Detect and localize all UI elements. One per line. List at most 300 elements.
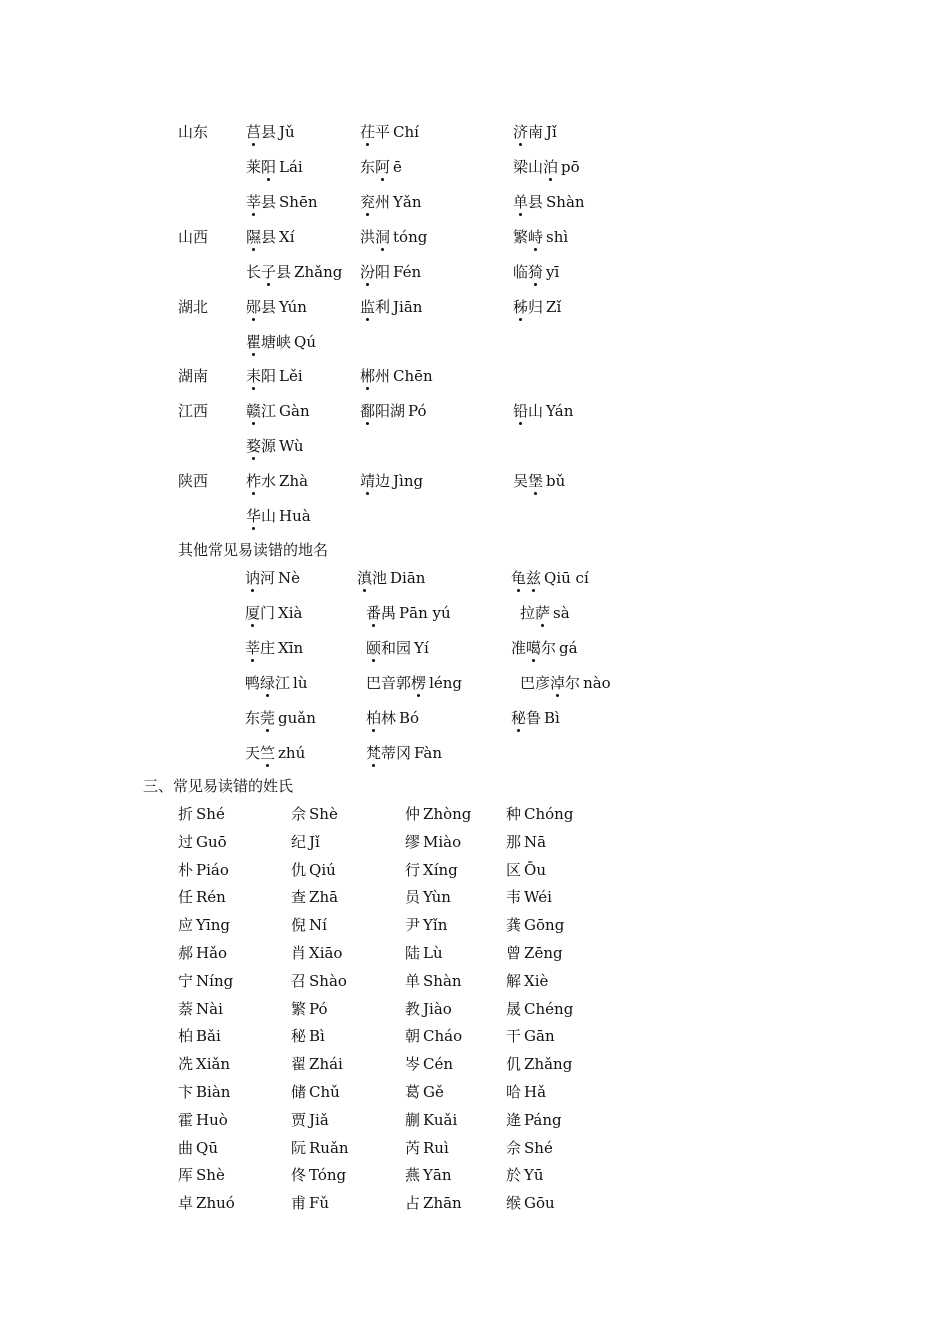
pinyin: Jiào (423, 999, 452, 1018)
pinyin: nào (583, 674, 611, 692)
pinyin: pō (561, 158, 580, 176)
place-char: 郧 (246, 298, 262, 316)
place-char: 归 (528, 298, 544, 316)
place-char: 南 (528, 123, 544, 141)
surname-char: 郝 (178, 944, 194, 962)
pinyin: Shào (309, 971, 347, 990)
surname-entry (178, 1054, 230, 1074)
place-char: 江 (275, 674, 291, 692)
place-char: 赣 (246, 402, 262, 420)
pinyin: Qú (294, 333, 317, 351)
pinyin: Yǎn (393, 193, 422, 211)
surname-entry (506, 943, 563, 963)
place-name (513, 192, 585, 212)
surname-entry (291, 1138, 349, 1158)
place-name (360, 297, 422, 317)
place-char: 县 (261, 228, 277, 246)
surname-char: 萘 (178, 999, 194, 1018)
surname-entry (405, 832, 461, 852)
pinyin: Qiú (309, 860, 336, 879)
pinyin: Piáo (196, 860, 229, 879)
surname-char: 柏 (178, 1027, 194, 1046)
surname-entry (178, 1110, 228, 1130)
place-char: 山 (528, 158, 544, 176)
place-char: 茌 (360, 123, 376, 141)
pinyin: Wù (279, 437, 304, 455)
surname-char: 蒯 (405, 1110, 421, 1129)
pinyin: Cháo (423, 1027, 463, 1046)
surname-entry (506, 804, 573, 824)
place-char: 尔 (565, 674, 581, 692)
pinyin: Xí (279, 228, 295, 246)
place-char: 堡 (528, 472, 544, 490)
place-char: 州 (375, 193, 391, 211)
surname-char: 卞 (178, 1083, 194, 1101)
surname-entry (405, 804, 471, 824)
surname-entry (506, 1082, 546, 1102)
pinyin: Yún (279, 298, 307, 316)
surname-char: 岑 (405, 1055, 421, 1074)
pinyin: Shè (196, 1166, 225, 1185)
surname-char: 种 (506, 805, 522, 823)
place-char: 尔 (541, 639, 557, 657)
place-char: 山 (261, 507, 277, 525)
pinyin: Yū (524, 1166, 544, 1185)
pinyin: Páng (524, 1110, 562, 1129)
pinyin: guǎn (278, 709, 316, 727)
surname-entry (405, 860, 458, 880)
pinyin: Zēng (524, 944, 563, 962)
surname-char: 佟 (291, 1166, 307, 1185)
pinyin: tóng (393, 228, 428, 246)
place-char: 阳 (261, 367, 277, 385)
pinyin: Yán (546, 402, 574, 420)
province-label: 山西 (178, 228, 209, 246)
surname-char: 葛 (405, 1083, 421, 1101)
surname-entry (178, 1026, 221, 1046)
pinyin: Pó (408, 402, 427, 420)
place-name (511, 708, 560, 728)
surname-char: 缪 (405, 832, 421, 851)
place-char: 竺 (260, 744, 276, 762)
surname-char: 纪 (291, 832, 307, 851)
surname-char: 朴 (178, 860, 194, 879)
surname-entry (178, 1138, 218, 1158)
surname-char: 召 (291, 971, 307, 990)
place-char: 瞿 (246, 333, 262, 351)
place-name (366, 673, 462, 693)
surname-entry (506, 1165, 544, 1185)
surname-entry (178, 1193, 235, 1213)
place-char: 萨 (535, 604, 551, 622)
surname-char: 储 (291, 1083, 307, 1101)
place-char: 靖 (360, 472, 376, 490)
province-label: 湖北 (178, 298, 209, 316)
pinyin: Níng (196, 971, 234, 990)
pinyin: Xīn (278, 639, 304, 657)
surname-entry (405, 1138, 449, 1158)
pinyin: Fàn (414, 744, 443, 762)
pinyin: Yīng (196, 916, 230, 935)
place-name (246, 471, 308, 491)
place-char: 莘 (246, 193, 262, 211)
place-name (246, 332, 316, 352)
place-char: 县 (261, 123, 277, 141)
place-char: 颐 (366, 639, 382, 657)
pinyin: Zhǎng (294, 263, 343, 281)
surname-char: 行 (405, 860, 421, 879)
pinyin: Fǔ (309, 1194, 330, 1213)
pinyin: Zhā (309, 888, 339, 907)
pinyin: Zhái (309, 1055, 343, 1074)
pinyin: Xiāo (309, 944, 343, 962)
place-char: 洪 (360, 228, 376, 246)
surname-char: 仉 (506, 1055, 522, 1074)
place-char: 鲁 (526, 709, 542, 727)
surname-char: 芮 (405, 1138, 421, 1157)
place-char: 河 (260, 569, 276, 587)
place-char: 厦 (245, 604, 261, 622)
pinyin: Zhān (423, 1194, 462, 1213)
place-name (513, 227, 568, 247)
place-char: 滇 (357, 569, 373, 587)
pinyin: shì (546, 228, 569, 246)
pinyin: Chǔ (309, 1083, 340, 1101)
place-char: 冈 (396, 744, 412, 762)
surname-entry (291, 832, 320, 852)
place-char: 水 (261, 472, 277, 490)
place-char: 楞 (411, 674, 427, 692)
surname-entry (291, 860, 336, 880)
surname-char: 繁 (291, 999, 307, 1018)
pinyin: Gě (423, 1083, 444, 1101)
other-places-heading: 其他常见易读错的地名 (178, 541, 329, 559)
pinyin: Biàn (196, 1083, 231, 1101)
surname-char: 应 (178, 916, 194, 935)
place-char: 婺 (246, 437, 262, 455)
pinyin: Lái (279, 158, 303, 176)
surname-char: 佘 (291, 805, 307, 823)
surname-char: 宁 (178, 971, 194, 990)
pinyin: Yān (423, 1166, 452, 1185)
pinyin: Xiè (524, 971, 549, 990)
surname-char: 厍 (178, 1166, 194, 1185)
place-char: 龟 (511, 569, 527, 587)
place-char: 莞 (260, 709, 276, 727)
place-char: 郴 (360, 367, 376, 385)
place-char: 兹 (526, 569, 542, 587)
place-char: 郭 (396, 674, 412, 692)
place-char: 阳 (375, 263, 391, 281)
place-name (246, 262, 342, 282)
place-char: 蒂 (381, 744, 397, 762)
pinyin: Qū (196, 1138, 218, 1157)
place-char: 监 (360, 298, 376, 316)
pinyin: Jiǎ (309, 1110, 329, 1129)
place-char: 门 (260, 604, 276, 622)
place-char: 铅 (513, 402, 529, 420)
surname-entry (178, 999, 223, 1019)
pinyin: Bì (309, 1027, 325, 1046)
surname-entry (506, 971, 548, 991)
place-name (366, 708, 419, 728)
surname-char: 仇 (291, 860, 307, 879)
pinyin: Xià (278, 604, 303, 622)
surname-char: 甫 (291, 1194, 307, 1213)
pinyin: Xiǎn (196, 1055, 231, 1074)
surname-entry (291, 943, 342, 963)
place-char: 县 (276, 263, 292, 281)
pinyin: Jiān (393, 298, 423, 316)
place-char: 噶 (526, 639, 542, 657)
pinyin: bǔ (546, 472, 566, 490)
surname-entry (506, 1054, 572, 1074)
place-name (246, 157, 303, 177)
surname-entry (178, 832, 227, 852)
place-char: 华 (246, 507, 262, 525)
place-name (245, 743, 305, 763)
pinyin: Rén (196, 888, 226, 907)
surname-entry (291, 1026, 325, 1046)
pinyin: Yí (414, 639, 429, 657)
pinyin: Lù (423, 944, 443, 962)
place-name (366, 743, 442, 763)
pinyin: Zǐ (546, 298, 562, 316)
surname-entry (506, 832, 546, 852)
place-char: 隰 (246, 228, 262, 246)
place-char: 和 (381, 639, 397, 657)
pinyin: Hǎ (524, 1083, 547, 1101)
surname-entry (178, 971, 233, 991)
pinyin: Huà (279, 507, 311, 525)
pinyin: Xíng (423, 860, 458, 879)
pinyin: Pān yú (399, 604, 451, 622)
pinyin: Gàn (279, 402, 310, 420)
surname-entry (506, 915, 564, 935)
pinyin: Nè (278, 569, 301, 587)
pinyin: Guō (196, 832, 227, 851)
surname-entry (291, 1110, 329, 1130)
surname-char: 教 (405, 999, 421, 1018)
surname-entry (405, 1054, 453, 1074)
place-char: 耒 (246, 367, 262, 385)
pinyin: Bǎi (196, 1027, 221, 1046)
place-name (513, 401, 573, 421)
surname-entry (506, 887, 552, 907)
place-name (360, 401, 427, 421)
pinyin: Gōu (524, 1194, 555, 1213)
pinyin: Chóng (524, 805, 574, 823)
pinyin: Diān (390, 569, 426, 587)
pinyin: Zhuó (196, 1194, 235, 1213)
place-char: 林 (381, 709, 397, 727)
pinyin: Ōu (524, 860, 546, 879)
place-name (246, 227, 295, 247)
pinyin: Ruì (423, 1138, 449, 1157)
pinyin: Shàn (423, 971, 462, 990)
place-char: 东 (360, 158, 376, 176)
place-name (360, 262, 421, 282)
surname-entry (506, 1193, 555, 1213)
surname-char: 翟 (291, 1055, 307, 1074)
place-name (360, 192, 422, 212)
surname-entry (405, 887, 451, 907)
place-char: 利 (375, 298, 391, 316)
surname-char: 龚 (506, 916, 522, 935)
pinyin: Shé (524, 1138, 553, 1157)
place-name (245, 603, 302, 623)
place-char: 州 (375, 367, 391, 385)
place-name (246, 436, 304, 456)
place-char: 东 (245, 709, 261, 727)
place-char: 阿 (375, 158, 391, 176)
surname-entry (506, 1026, 555, 1046)
place-char: 平 (375, 123, 391, 141)
pinyin: Lěi (279, 367, 303, 385)
place-char: 准 (511, 639, 527, 657)
pinyin: Hǎo (196, 944, 228, 962)
place-char: 柞 (246, 472, 262, 490)
place-char: 济 (513, 123, 529, 141)
pinyin: Nā (524, 832, 547, 851)
surname-entry (178, 943, 227, 963)
place-char: 鄱 (360, 402, 376, 420)
pinyin: Yǐn (423, 916, 448, 935)
surname-char: 过 (178, 832, 194, 851)
surname-char: 倪 (291, 916, 307, 935)
place-char: 莘 (245, 639, 261, 657)
province-label: 湖南 (178, 367, 209, 385)
surname-char: 那 (506, 832, 522, 851)
place-char: 园 (396, 639, 412, 657)
surname-char: 朝 (405, 1027, 421, 1046)
surname-entry (178, 1165, 225, 1185)
place-name (360, 157, 402, 177)
place-name (360, 122, 419, 142)
pinyin: ē (393, 158, 402, 176)
province-label: 陕西 (178, 472, 209, 490)
surname-entry (178, 887, 226, 907)
surname-entry (291, 804, 338, 824)
pinyin: Chí (393, 123, 419, 141)
surname-char: 晟 (506, 999, 522, 1018)
place-name (246, 366, 303, 386)
province-label: 山东 (178, 123, 209, 141)
place-name (513, 157, 580, 177)
surname-char: 仲 (405, 805, 421, 823)
place-name (245, 568, 300, 588)
place-char: 塘 (261, 333, 277, 351)
surname-entry (405, 1110, 457, 1130)
pinyin: Tóng (309, 1166, 347, 1185)
pinyin: Shēn (279, 193, 318, 211)
surname-char: 逄 (506, 1110, 522, 1129)
pinyin: Zhà (279, 472, 309, 490)
place-char: 禺 (381, 604, 397, 622)
surname-entry (405, 915, 447, 935)
pinyin: Chéng (524, 999, 574, 1018)
pinyin: Wéi (524, 888, 552, 907)
pinyin: Bì (544, 709, 560, 727)
surname-char: 秘 (291, 1027, 307, 1046)
place-char: 梁 (513, 158, 529, 176)
place-char: 淖 (550, 674, 566, 692)
place-char: 县 (528, 193, 544, 211)
pinyin: Shàn (546, 193, 585, 211)
surname-entry (405, 943, 443, 963)
place-char: 县 (261, 193, 277, 211)
place-char: 边 (375, 472, 391, 490)
place-char: 湖 (390, 402, 406, 420)
place-name (511, 638, 578, 658)
place-char: 彦 (535, 674, 551, 692)
place-char: 山 (528, 402, 544, 420)
place-char: 池 (372, 569, 388, 587)
place-name (360, 227, 427, 247)
pinyin: Qiū cí (544, 569, 589, 587)
pinyin: Jǐ (309, 832, 320, 851)
place-char: 阳 (375, 402, 391, 420)
place-char: 莒 (246, 123, 262, 141)
surname-entry (178, 915, 230, 935)
surname-char: 缑 (506, 1194, 522, 1213)
place-name (366, 603, 451, 623)
place-char: 猗 (528, 263, 544, 281)
place-char: 音 (381, 674, 397, 692)
place-name (245, 708, 316, 728)
surname-char: 曲 (178, 1138, 194, 1157)
pinyin: lù (293, 674, 308, 692)
place-name (520, 603, 570, 623)
place-char: 单 (513, 193, 529, 211)
place-char: 梵 (366, 744, 382, 762)
pinyin: Fén (393, 263, 422, 281)
surname-char: 区 (506, 860, 522, 879)
surname-char: 於 (506, 1166, 522, 1185)
surname-char: 肖 (291, 944, 307, 962)
pinyin: yī (546, 263, 560, 281)
place-char: 临 (513, 263, 529, 281)
place-char: 泊 (543, 158, 559, 176)
pinyin: Zhǎng (524, 1055, 573, 1074)
surnames-heading: 三、常见易读错的姓氏 (143, 777, 294, 795)
surname-entry (291, 1193, 329, 1213)
surname-entry (178, 860, 229, 880)
place-name (246, 122, 295, 142)
place-char: 柏 (366, 709, 382, 727)
pinyin: Shé (196, 805, 225, 823)
pinyin: Bó (399, 709, 420, 727)
surname-char: 卓 (178, 1194, 194, 1213)
place-name (366, 638, 429, 658)
pinyin: Shè (309, 805, 338, 823)
surname-entry (291, 1082, 340, 1102)
surname-char: 单 (405, 971, 421, 990)
surname-char: 占 (405, 1194, 421, 1213)
surname-entry (178, 804, 225, 824)
surname-entry (405, 1082, 444, 1102)
pinyin: Cén (423, 1055, 454, 1074)
surname-entry (291, 1165, 346, 1185)
surname-entry (506, 860, 546, 880)
place-name (357, 568, 425, 588)
surname-entry (405, 1193, 462, 1213)
surname-char: 冼 (178, 1055, 194, 1074)
surname-char: 阮 (291, 1138, 307, 1157)
pinyin: Jìng (393, 472, 424, 490)
surname-entry (506, 1138, 553, 1158)
place-char: 吴 (513, 472, 529, 490)
